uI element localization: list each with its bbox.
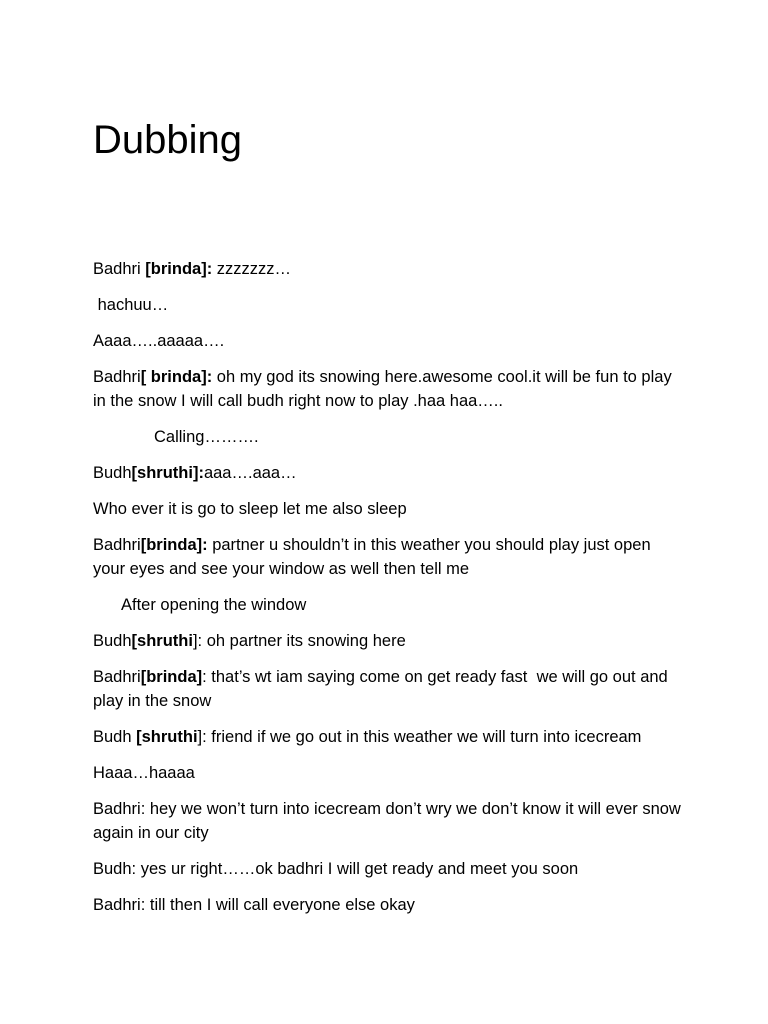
role-label: [shruthi [131, 632, 193, 650]
line-text: aaa….aaa… [203, 464, 297, 482]
line-text: Calling………. [154, 428, 259, 446]
dialogue-line [93, 893, 683, 917]
role-label: [brinda]: [145, 260, 213, 278]
line-text: partner u shouldn’t in this weather you should play just open your eyes and see your window as well then tell me [93, 536, 656, 578]
line-text: Who ever it is go to sleep let me also sleep [93, 500, 407, 518]
line-text: oh my god its snowing here.awesome cool.it will be fun to play in the snow I will call budh right now to play .haa haa….. [93, 368, 677, 410]
dialogue-line [93, 293, 683, 317]
line-text: Badhri: hey we won’t turn into icecream don’t wry we don’t know it will ever snow again in our city [93, 800, 686, 842]
dialogue-line [93, 797, 686, 845]
dialogue-line [93, 761, 683, 785]
stage-direction [93, 425, 683, 449]
dialogue-line [93, 461, 683, 485]
line-text: Badhri: till then I will call everyone else okay [93, 896, 415, 914]
dialogue-line [93, 629, 683, 653]
line-text: zzzzzzz… [212, 260, 292, 278]
line-text: Badhri [93, 536, 141, 554]
role-label: [brinda]: [140, 536, 208, 554]
line-text: Budh: yes ur right……ok badhri I will get ready and meet you soon [93, 860, 579, 878]
line-text: Badhri [93, 368, 141, 386]
stage-direction [93, 593, 683, 617]
document-title: Dubbing [93, 118, 243, 162]
line-text: After opening the window [121, 596, 307, 614]
line-text: Budh [93, 464, 132, 482]
line-text: Aaaa…..aaaaa…. [93, 332, 225, 350]
dialogue-line [93, 725, 683, 749]
dialogue-line [93, 329, 683, 353]
dialogue-line [93, 257, 683, 281]
line-text: ]: oh partner its snowing here [192, 632, 406, 650]
role-label: [shruthi [136, 728, 198, 746]
line-text: ]: friend if we go out in this weather we will turn into icecream [197, 728, 642, 746]
dialogue-line [93, 665, 683, 713]
role-label: [ brinda]: [140, 368, 213, 386]
dialogue-line [93, 497, 683, 521]
dialogue-line [93, 533, 683, 581]
line-text: Budh [93, 632, 132, 650]
line-text: Haaa…haaaa [93, 764, 195, 782]
line-text: : that’s wt iam saying come on get ready fast we will go out and play in the snow [93, 668, 673, 710]
role-label: [shruthi]: [131, 464, 204, 482]
role-label: [brinda] [140, 668, 203, 686]
dialogue-line [93, 365, 683, 413]
document-body [93, 257, 686, 929]
dialogue-line [93, 857, 683, 881]
line-text: Badhri [93, 260, 146, 278]
line-text: Badhri [93, 668, 141, 686]
line-text: Budh [93, 728, 137, 746]
line-text: hachuu… [93, 296, 169, 314]
